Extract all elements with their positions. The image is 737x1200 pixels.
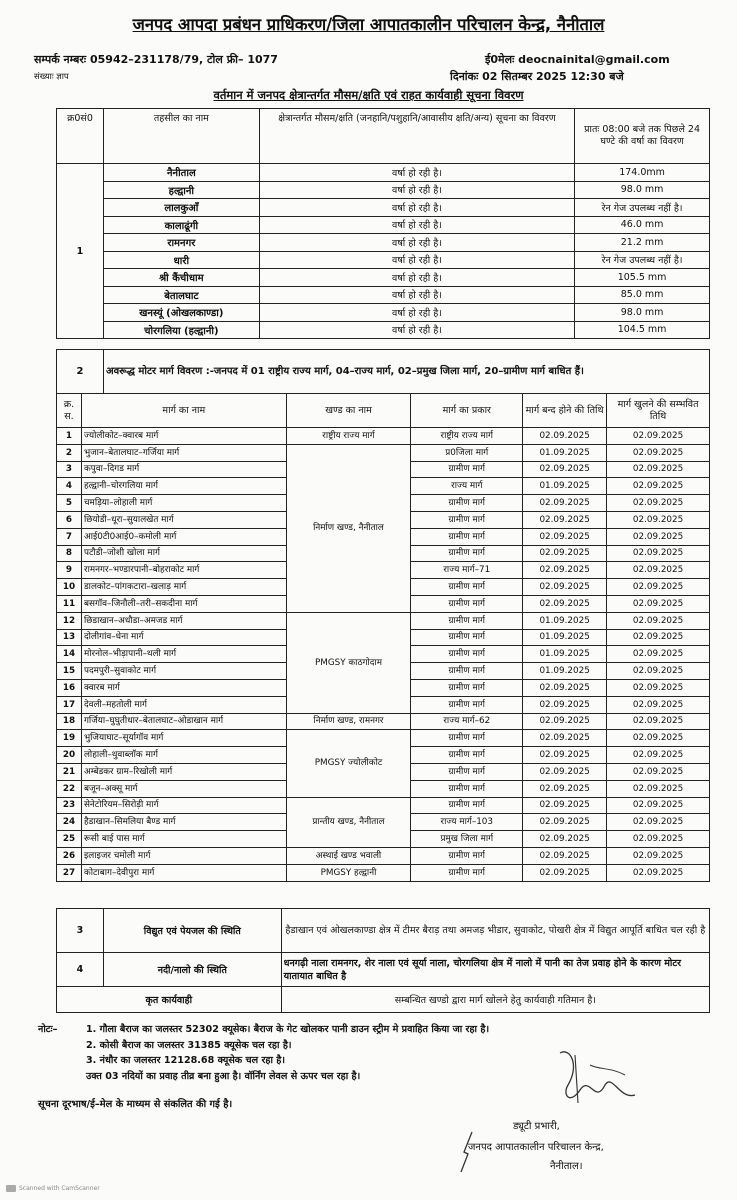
closed-date: 02.09.2025 xyxy=(523,797,607,814)
rainfall-row xyxy=(57,234,710,252)
road-name: ज्योलीकोट–क्वारब मार्ग xyxy=(81,428,286,445)
road-serial: 21 xyxy=(57,763,82,780)
signature xyxy=(550,1045,640,1115)
road-type: ग्रामीण मार्ग xyxy=(411,612,523,629)
reference-number: संख्याः ज्ञाप xyxy=(34,72,69,82)
expected-open-date: 02.09.2025 xyxy=(607,747,710,764)
division-name: PMGSY ज्योलीकोट xyxy=(286,730,411,797)
tehsil-name: बेतालघाट xyxy=(103,286,259,304)
road-name: हल्द्वानी–चोरगलिया मार्ग xyxy=(81,478,286,495)
road-serial: 5 xyxy=(57,495,82,512)
tehsil-name: लालकुऑं xyxy=(103,199,259,217)
section2-serial: 2 xyxy=(57,350,104,394)
road-row xyxy=(57,428,710,445)
road-row xyxy=(57,847,710,864)
closed-date: 02.09.2025 xyxy=(523,428,607,445)
note-item: 1. गौला बैराज का जलस्तर 52302 क्यूसेक। बैराज के गेट खोलकर पानी डाउन स्ट्रीम मे प्रवाहित किया जा रहा है। xyxy=(86,1024,490,1035)
officer-location: नैनीताल। xyxy=(550,1161,583,1172)
road-type: ग्रामीण मार्ग xyxy=(411,696,523,713)
section4-text: धनगढ़ी नाला रामनगर, शेर नाला एवं सूर्या नाला, चोरगलिया क्षेत्र में नालो में पानी का तेज प्रवाह होने के कारण मोटर यातायात बाधित है xyxy=(281,953,709,987)
road-serial: 15 xyxy=(57,663,82,680)
road-serial: 23 xyxy=(57,797,82,814)
rainfall-value: रेन गेज उपलब्ध नहीं है। xyxy=(575,199,710,217)
rainfall-row xyxy=(57,199,710,217)
closed-date: 02.09.2025 xyxy=(523,831,607,848)
closed-date: 02.09.2025 xyxy=(523,747,607,764)
weather-status: वर्षा हो रही है। xyxy=(259,216,574,234)
note-item: उक्त 03 नदियों का प्रवाह तीव्र बना हुआ है। वॉर्निंग लेवल से ऊपर चल रहा है। xyxy=(86,1070,361,1082)
expected-open-date: 02.09.2025 xyxy=(607,797,710,814)
road-serial: 2 xyxy=(57,444,82,461)
tehsil-name: धारी xyxy=(103,251,259,269)
action-label: कृत कार्यवाही xyxy=(57,987,282,1013)
road-serial: 22 xyxy=(57,780,82,797)
tehsil-name: नैनीताल xyxy=(103,164,259,182)
road-serial: 7 xyxy=(57,528,82,545)
closed-date: 01.09.2025 xyxy=(523,612,607,629)
road-name: दोलीगांव–धेना मार्ग xyxy=(81,629,286,646)
closed-date: 01.09.2025 xyxy=(523,646,607,663)
expected-open-date: 02.09.2025 xyxy=(607,461,710,478)
rainfall-value: 174.0mm xyxy=(575,164,710,182)
weather-status: वर्षा हो रही है। xyxy=(259,199,574,217)
weather-status: वर्षा हो रही है। xyxy=(259,234,574,252)
col-weather-info: क्षेत्रान्तर्गत मौसम/क्षति (जनहानि/पशुहानि/आवासीय क्षति/अन्य) सूचना का विवरण xyxy=(259,109,574,164)
road-type: प्र0जिला मार्ग xyxy=(411,444,523,461)
road-type: ग्रामीण मार्ग xyxy=(411,847,523,864)
road-type: ग्रामीण मार्ग xyxy=(411,579,523,596)
expected-open-date: 02.09.2025 xyxy=(607,663,710,680)
rainfall-row xyxy=(57,181,710,199)
road-serial: 10 xyxy=(57,579,82,596)
note-item: 3. नंधौर का जलस्तर 12128.68 क्यूसेक चल रहा है। xyxy=(86,1055,286,1066)
road-name: बसगॉव–जिनौली–तरी–सकदीना मार्ग xyxy=(81,595,286,612)
road-name: इलाइजर चमोली मार्ग xyxy=(81,847,286,864)
road-name: पदमपुरी–सुवाकोट मार्ग xyxy=(81,663,286,680)
tehsil-name: हल्द्वानी xyxy=(103,181,259,199)
road-serial: 16 xyxy=(57,679,82,696)
road-name: चमड़िया–लोहाली मार्ग xyxy=(81,495,286,512)
rainfall-value: रेन गेज उपलब्ध नहीं है। xyxy=(575,251,710,269)
expected-open-date: 02.09.2025 xyxy=(607,763,710,780)
expected-open-date: 02.09.2025 xyxy=(607,579,710,596)
expected-open-date: 02.09.2025 xyxy=(607,730,710,747)
division-name: PMGSY काठगोदाम xyxy=(286,612,411,713)
closed-date: 01.09.2025 xyxy=(523,444,607,461)
rainfall-row xyxy=(57,269,710,287)
road-row xyxy=(57,713,710,730)
road-serial: 3 xyxy=(57,461,82,478)
expected-open-date: 02.09.2025 xyxy=(607,595,710,612)
road-name: कोटाबाग–देवीपुरा मार्ग xyxy=(81,864,286,881)
road-type: राज्य मार्ग–71 xyxy=(411,562,523,579)
road-type: ग्रामीण मार्ग xyxy=(411,663,523,680)
road-serial: 25 xyxy=(57,831,82,848)
road-type: ग्रामीण मार्ग xyxy=(411,797,523,814)
road-name: डालकोट–पांगकटारा–खलाड़ मार्ग xyxy=(81,579,286,596)
note-item: 2. कोसी बैराज का जलस्तर 31385 क्यूसेक चल रहा है। xyxy=(86,1039,292,1051)
rainfall-row xyxy=(57,321,710,339)
closed-date: 01.09.2025 xyxy=(523,663,607,680)
road-name: गर्जिया–घुघुतीधार–बेतालघाट–ओडाखान मार्ग xyxy=(81,713,286,730)
road-type: ग्रामीण मार्ग xyxy=(411,864,523,881)
division-name: निर्माण खण्ड, नैनीताल xyxy=(286,444,411,612)
closed-date: 02.09.2025 xyxy=(523,545,607,562)
blocked-roads-table xyxy=(56,393,710,882)
road-serial: 1 xyxy=(57,428,82,445)
closed-date: 02.09.2025 xyxy=(523,595,607,612)
closed-date: 02.09.2025 xyxy=(523,713,607,730)
road-type: ग्रामीण मार्ग xyxy=(411,461,523,478)
closed-date: 02.09.2025 xyxy=(523,528,607,545)
closed-date: 02.09.2025 xyxy=(523,562,607,579)
rainfall-serial: 1 xyxy=(57,164,104,339)
road-row xyxy=(57,612,710,629)
status-table xyxy=(56,908,710,1013)
road-serial: 18 xyxy=(57,713,82,730)
closed-date: 02.09.2025 xyxy=(523,814,607,831)
road-serial: 27 xyxy=(57,864,82,881)
section3-label: विद्युत एवं पेयजल की स्थिति xyxy=(103,909,281,953)
division-name: राष्ट्रीय राज्य मार्ग xyxy=(286,428,411,445)
road-type: राज्य मार्ग–103 xyxy=(411,814,523,831)
closed-date: 01.09.2025 xyxy=(523,478,607,495)
scanner-text: Scanned with CamScanner xyxy=(19,1185,100,1192)
expected-open-date: 02.09.2025 xyxy=(607,679,710,696)
weather-status: वर्षा हो रही है। xyxy=(259,251,574,269)
closed-date: 02.09.2025 xyxy=(523,579,607,596)
expected-open-date: 02.09.2025 xyxy=(607,444,710,461)
road-type: ग्रामीण मार्ग xyxy=(411,763,523,780)
road-serial: 9 xyxy=(57,562,82,579)
section4-serial: 4 xyxy=(57,953,104,987)
road-name: अम्बेडकर ग्राम–रिखोली मार्ग xyxy=(81,763,286,780)
closed-date: 02.09.2025 xyxy=(523,730,607,747)
col-road-serial: क्र. स. xyxy=(57,394,82,428)
road-type: ग्रामीण मार्ग xyxy=(411,679,523,696)
notes-prefix: नोटः– xyxy=(38,1024,58,1035)
expected-open-date: 02.09.2025 xyxy=(607,629,710,646)
road-name: क्वारब मार्ग xyxy=(81,679,286,696)
road-serial: 24 xyxy=(57,814,82,831)
weather-status: वर्षा हो रही है। xyxy=(259,269,574,287)
tehsil-name: कालाढूंगी xyxy=(103,216,259,234)
road-name: रूसी बाई पास मार्ग xyxy=(81,831,286,848)
road-name: लोहाली–थुवाब्लॉक मार्ग xyxy=(81,747,286,764)
road-name: कपुवा–दिगड मार्ग xyxy=(81,461,286,478)
rainfall-row xyxy=(57,216,710,234)
weather-status: वर्षा हो रही है। xyxy=(259,304,574,322)
closed-date: 02.09.2025 xyxy=(523,461,607,478)
rainfall-table xyxy=(56,108,710,339)
road-serial: 8 xyxy=(57,545,82,562)
road-type: राज्य मार्ग–62 xyxy=(411,713,523,730)
closed-date: 02.09.2025 xyxy=(523,696,607,713)
roads-table-body xyxy=(57,428,710,882)
document-title: जनपद आपदा प्रबंधन प्राधिकरण/जिला आपातकालीन परिचालन केन्द्र, नैनीताल xyxy=(132,15,605,34)
rainfall-value: 85.0 mm xyxy=(575,286,710,304)
section2-text: अवरूद्ध मोटर मार्ग विवरण :-जनपद में 01 राष्ट्रीय राज्य मार्ग, 04–राज्य मार्ग, 02–प्रमुख जिला मार्ग, 20–ग्रामीण मार्ग बाधित हैं। xyxy=(103,350,709,394)
road-type: ग्रामीण मार्ग xyxy=(411,780,523,797)
road-serial: 17 xyxy=(57,696,82,713)
report-date: दिनांकः 02 सितम्बर 2025 12:30 बजे xyxy=(450,70,624,83)
road-name: भुजियाघाट–सूर्यागॉव मार्ग xyxy=(81,730,286,747)
road-name: रामनगर–भण्डारपानी–बोहराकोट मार्ग xyxy=(81,562,286,579)
expected-open-date: 02.09.2025 xyxy=(607,847,710,864)
rainfall-row xyxy=(57,286,710,304)
col-serial: क्र0सं0 xyxy=(57,109,104,164)
road-type: ग्रामीण मार्ग xyxy=(411,629,523,646)
tehsil-name: श्री कैंचीधाम xyxy=(103,269,259,287)
rainfall-value: 46.0 mm xyxy=(575,216,710,234)
road-name: हैडाखान–सिमलिया बैण्ड मार्ग xyxy=(81,814,286,831)
rainfall-row xyxy=(57,164,710,182)
weather-status: वर्षा हो रही है। xyxy=(259,181,574,199)
rainfall-row xyxy=(57,251,710,269)
road-serial: 14 xyxy=(57,646,82,663)
road-name: बजून–अक्सू मार्ग xyxy=(81,780,286,797)
col-division: खण्ड का नाम xyxy=(286,394,411,428)
road-name: छियोडी–धूरा–सुयालखेत मार्ग xyxy=(81,511,286,528)
expected-open-date: 02.09.2025 xyxy=(607,831,710,848)
col-road-type: मार्ग का प्रकार xyxy=(411,394,523,428)
section3-text: हैडाखान एवं ओखलकाण्डा क्षेत्र में टीमर बैराड़ तथा अमजड़ भीडार, सुवाकोट, पोखरी क्षेत्र में विद्युत आपूर्ति बाधित चल रही है xyxy=(281,909,709,953)
rainfall-value: 105.5 mm xyxy=(575,269,710,287)
closed-date: 02.09.2025 xyxy=(523,495,607,512)
road-type: ग्रामीण मार्ग xyxy=(411,545,523,562)
closed-date: 02.09.2025 xyxy=(523,763,607,780)
weather-status: वर्षा हो रही है। xyxy=(259,286,574,304)
division-name: निर्माण खण्ड, रामनगर xyxy=(286,713,411,730)
tehsil-name: रामनगर xyxy=(103,234,259,252)
rainfall-table-body xyxy=(57,164,710,339)
road-serial: 13 xyxy=(57,629,82,646)
expected-open-date: 02.09.2025 xyxy=(607,696,710,713)
road-type: राष्ट्रीय राज्य मार्ग xyxy=(411,428,523,445)
section4-label: नदी/नालो की स्थिति xyxy=(103,953,281,987)
compiled-note: सूचना दूरभाष/ई–मेल के माध्यम से संकलित की गई है। xyxy=(38,1099,233,1110)
tehsil-name: चोरगलिया (हल्द्वानी) xyxy=(103,321,259,339)
expected-open-date: 02.09.2025 xyxy=(607,495,710,512)
col-rainfall: प्रातः 08:00 बजे तक पिछले 24 घण्टे की वर्षा का विवरण xyxy=(575,109,710,164)
division-name: अस्थाई खण्ड भवाली xyxy=(286,847,411,864)
expected-open-date: 02.09.2025 xyxy=(607,528,710,545)
road-type: ग्रामीण मार्ग xyxy=(411,595,523,612)
road-row xyxy=(57,730,710,747)
road-serial: 11 xyxy=(57,595,82,612)
expected-open-date: 02.09.2025 xyxy=(607,478,710,495)
expected-open-date: 02.09.2025 xyxy=(607,428,710,445)
rainfall-row xyxy=(57,304,710,322)
expected-open-date: 02.09.2025 xyxy=(607,562,710,579)
report-subtitle: वर्तमान में जनपद क्षेत्रान्तर्गत मौसम/क्षति एवं राहत कार्यवाही सूचना विवरण xyxy=(213,88,524,102)
col-road-name: मार्ग का नाम xyxy=(81,394,286,428)
expected-open-date: 02.09.2025 xyxy=(607,545,710,562)
road-type: ग्रामीण मार्ग xyxy=(411,511,523,528)
road-row xyxy=(57,797,710,814)
closed-date: 02.09.2025 xyxy=(523,847,607,864)
rainfall-value: 98.0 mm xyxy=(575,181,710,199)
road-name: देवली–महतोली मार्ग xyxy=(81,696,286,713)
road-type: ग्रामीण मार्ग xyxy=(411,528,523,545)
section3-serial: 3 xyxy=(57,909,104,953)
rainfall-value: 21.2 mm xyxy=(575,234,710,252)
officer-office: जनपद आपातकालीन परिचालन केन्द्र, xyxy=(468,1142,604,1153)
action-text: सम्बन्धित खण्डो द्वारा मार्ग खोलने हेतु कार्यवाही गतिमान है। xyxy=(281,987,709,1013)
blocked-roads-summary xyxy=(56,349,710,394)
expected-open-date: 02.09.2025 xyxy=(607,646,710,663)
road-row xyxy=(57,444,710,461)
expected-open-date: 02.09.2025 xyxy=(607,511,710,528)
road-row xyxy=(57,864,710,881)
road-name: आई0टी0आई0–कमोली मार्ग xyxy=(81,528,286,545)
closed-date: 01.09.2025 xyxy=(523,629,607,646)
division-name: प्रान्तीय खण्ड, नैनीताल xyxy=(286,797,411,847)
road-name: छिडाखान–अधौडा–अमजड मार्ग xyxy=(81,612,286,629)
road-type: ग्रामीण मार्ग xyxy=(411,747,523,764)
tehsil-name: खनस्यूं (ओखलकाण्डा) xyxy=(103,304,259,322)
expected-open-date: 02.09.2025 xyxy=(607,780,710,797)
road-serial: 19 xyxy=(57,730,82,747)
col-closed-date: मार्ग बन्द होने की तिथि xyxy=(523,394,607,428)
rainfall-value: 98.0 mm xyxy=(575,304,710,322)
road-serial: 6 xyxy=(57,511,82,528)
road-type: राज्य मार्ग xyxy=(411,478,523,495)
division-name: PMGSY हल्द्वानी xyxy=(286,864,411,881)
email-address: ई0मेलः deocnainital@gmail.com xyxy=(485,53,670,66)
road-serial: 12 xyxy=(57,612,82,629)
contact-numbers: सम्पर्क नम्बरः 05942–231178/79, टोल फ्री– 1077 xyxy=(34,53,278,66)
expected-open-date: 02.09.2025 xyxy=(607,713,710,730)
road-name: भुजान–बेतालघाट–गर्जिया मार्ग xyxy=(81,444,286,461)
notes-section xyxy=(38,1022,489,1084)
rainfall-value: 104.5 mm xyxy=(575,321,710,339)
col-open-date: मार्ग खुलने की सम्भवित तिथि xyxy=(607,394,710,428)
expected-open-date: 02.09.2025 xyxy=(607,612,710,629)
camscanner-icon xyxy=(6,1185,16,1192)
road-type: ग्रामीण मार्ग xyxy=(411,646,523,663)
weather-status: वर्षा हो रही है। xyxy=(259,321,574,339)
road-name: मोरनोल–भीड़ापानी–थली मार्ग xyxy=(81,646,286,663)
officer-designation: ड्यूटी प्रभारी, xyxy=(513,1121,560,1132)
road-serial: 20 xyxy=(57,747,82,764)
expected-open-date: 02.09.2025 xyxy=(607,864,710,881)
road-name: पटौडी–जोशी खोला मार्ग xyxy=(81,545,286,562)
closed-date: 02.09.2025 xyxy=(523,511,607,528)
road-serial: 4 xyxy=(57,478,82,495)
scanner-watermark xyxy=(6,1185,100,1192)
closed-date: 02.09.2025 xyxy=(523,679,607,696)
weather-status: वर्षा हो रही है। xyxy=(259,164,574,182)
road-type: प्रमुख जिला मार्ग xyxy=(411,831,523,848)
col-tehsil: तहसील का नाम xyxy=(103,109,259,164)
closed-date: 02.09.2025 xyxy=(523,780,607,797)
road-name: सेनेटोरियम–सिरोड़ी मार्ग xyxy=(81,797,286,814)
road-type: ग्रामीण मार्ग xyxy=(411,730,523,747)
closed-date: 02.09.2025 xyxy=(523,864,607,881)
expected-open-date: 02.09.2025 xyxy=(607,814,710,831)
road-type: ग्रामीण मार्ग xyxy=(411,495,523,512)
road-serial: 26 xyxy=(57,847,82,864)
